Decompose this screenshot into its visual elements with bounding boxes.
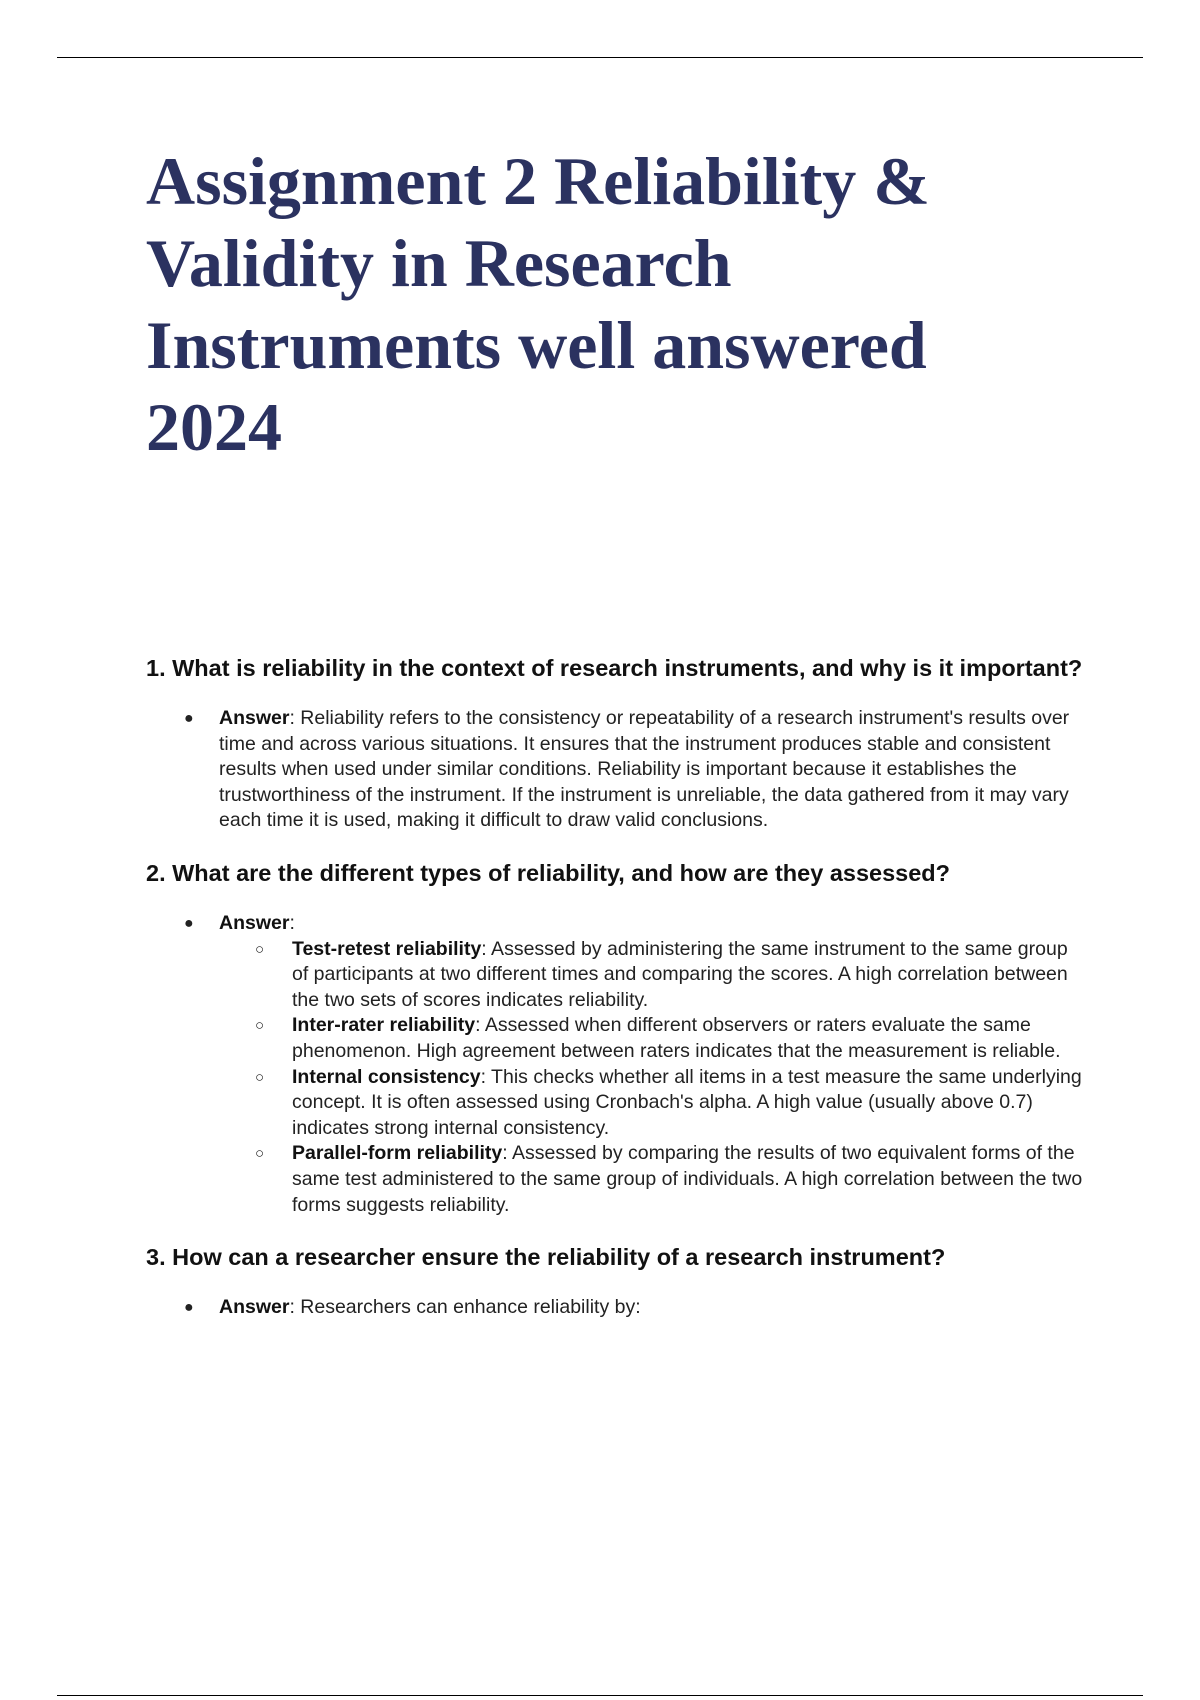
reliability-type-term: Inter-rater reliability xyxy=(292,1014,476,1037)
question-3-heading: 3. How can a researcher ensure the reliability of a research instrument? xyxy=(146,1244,946,1271)
reliability-type-item xyxy=(219,1141,1086,1218)
reliability-types-list xyxy=(219,937,1086,1219)
reliability-type-text: : This checks whether all items in a test measure the same underlying concept. It is often assessed using Cronbach's alpha. A high value (usually above 0.7) indicates strong internal consistency. xyxy=(292,1065,1082,1139)
question-1-heading: 1. What is reliability in the context of research instruments, and why is it important? xyxy=(146,655,1083,681)
reliability-type-text: : Assessed when different observers or raters evaluate the same phenomenon. High agreement between raters indicates that the measurement is reliable. xyxy=(292,1014,1061,1062)
answer-label: Answer xyxy=(219,707,290,729)
reliability-type-term: Internal consistency xyxy=(292,1065,481,1088)
answer-list-3 xyxy=(146,1295,1086,1321)
answer-item-2 xyxy=(146,911,1086,1218)
bullet-icon: ● xyxy=(184,914,194,932)
answer-item-1 xyxy=(146,706,1086,834)
reliability-type-item xyxy=(219,1065,1086,1142)
answer-text: : Reliability refers to the consistency or repeatability of a research instrument's results over time and across various situations. It ensures that the instrument produces stable and consistent results when used under similar conditions. Reliability is important because it establishes the trustworthiness of the instrument. If the instrument is unreliable, the data gathered from it may vary each time it is used, making it difficult to draw valid conclusions. xyxy=(219,707,1070,832)
section-1 xyxy=(146,653,1086,834)
answer-text: : xyxy=(289,911,295,934)
section-3 xyxy=(146,1242,1086,1321)
document-body xyxy=(146,140,1086,1345)
bullet-icon: ● xyxy=(184,1299,194,1317)
top-rule xyxy=(57,57,1143,58)
title-spacer xyxy=(146,468,1086,653)
bottom-rule xyxy=(57,1695,1143,1696)
answer-list-2 xyxy=(146,911,1086,1218)
sub-bullet-icon: ○ xyxy=(255,1145,265,1163)
answer-label: Answer xyxy=(219,911,290,934)
sub-bullet-icon: ○ xyxy=(255,940,265,958)
sub-bullet-icon: ○ xyxy=(255,1017,265,1035)
document-title: Assignment 2 Reliability & Validity in Research Instruments well answered 2024 xyxy=(146,143,930,465)
section-2 xyxy=(146,858,1086,1218)
reliability-type-item xyxy=(219,1013,1086,1064)
answer-list-1 xyxy=(146,706,1086,834)
answer-item-3 xyxy=(146,1295,1086,1321)
reliability-type-term: Test-retest reliability xyxy=(292,937,482,960)
reliability-type-text: : Assessed by administering the same instrument to the same group of participants at two different times and comparing the scores. A high correlation between the two sets of scores indicates reliability. xyxy=(292,937,1068,1011)
question-2-heading: 2. What are the different types of reliability, and how are they assessed? xyxy=(146,859,951,886)
reliability-type-term: Parallel-form reliability xyxy=(292,1142,503,1165)
reliability-type-item xyxy=(219,937,1086,1014)
answer-label: Answer xyxy=(219,1296,290,1319)
reliability-type-text: : Assessed by comparing the results of two equivalent forms of the same test administered to the same group of individuals. A high correlation between the two forms suggests reliability. xyxy=(292,1142,1083,1216)
bullet-icon: ● xyxy=(184,710,194,727)
sub-bullet-icon: ○ xyxy=(255,1068,265,1086)
answer-text: : Researchers can enhance reliability by: xyxy=(289,1296,641,1319)
